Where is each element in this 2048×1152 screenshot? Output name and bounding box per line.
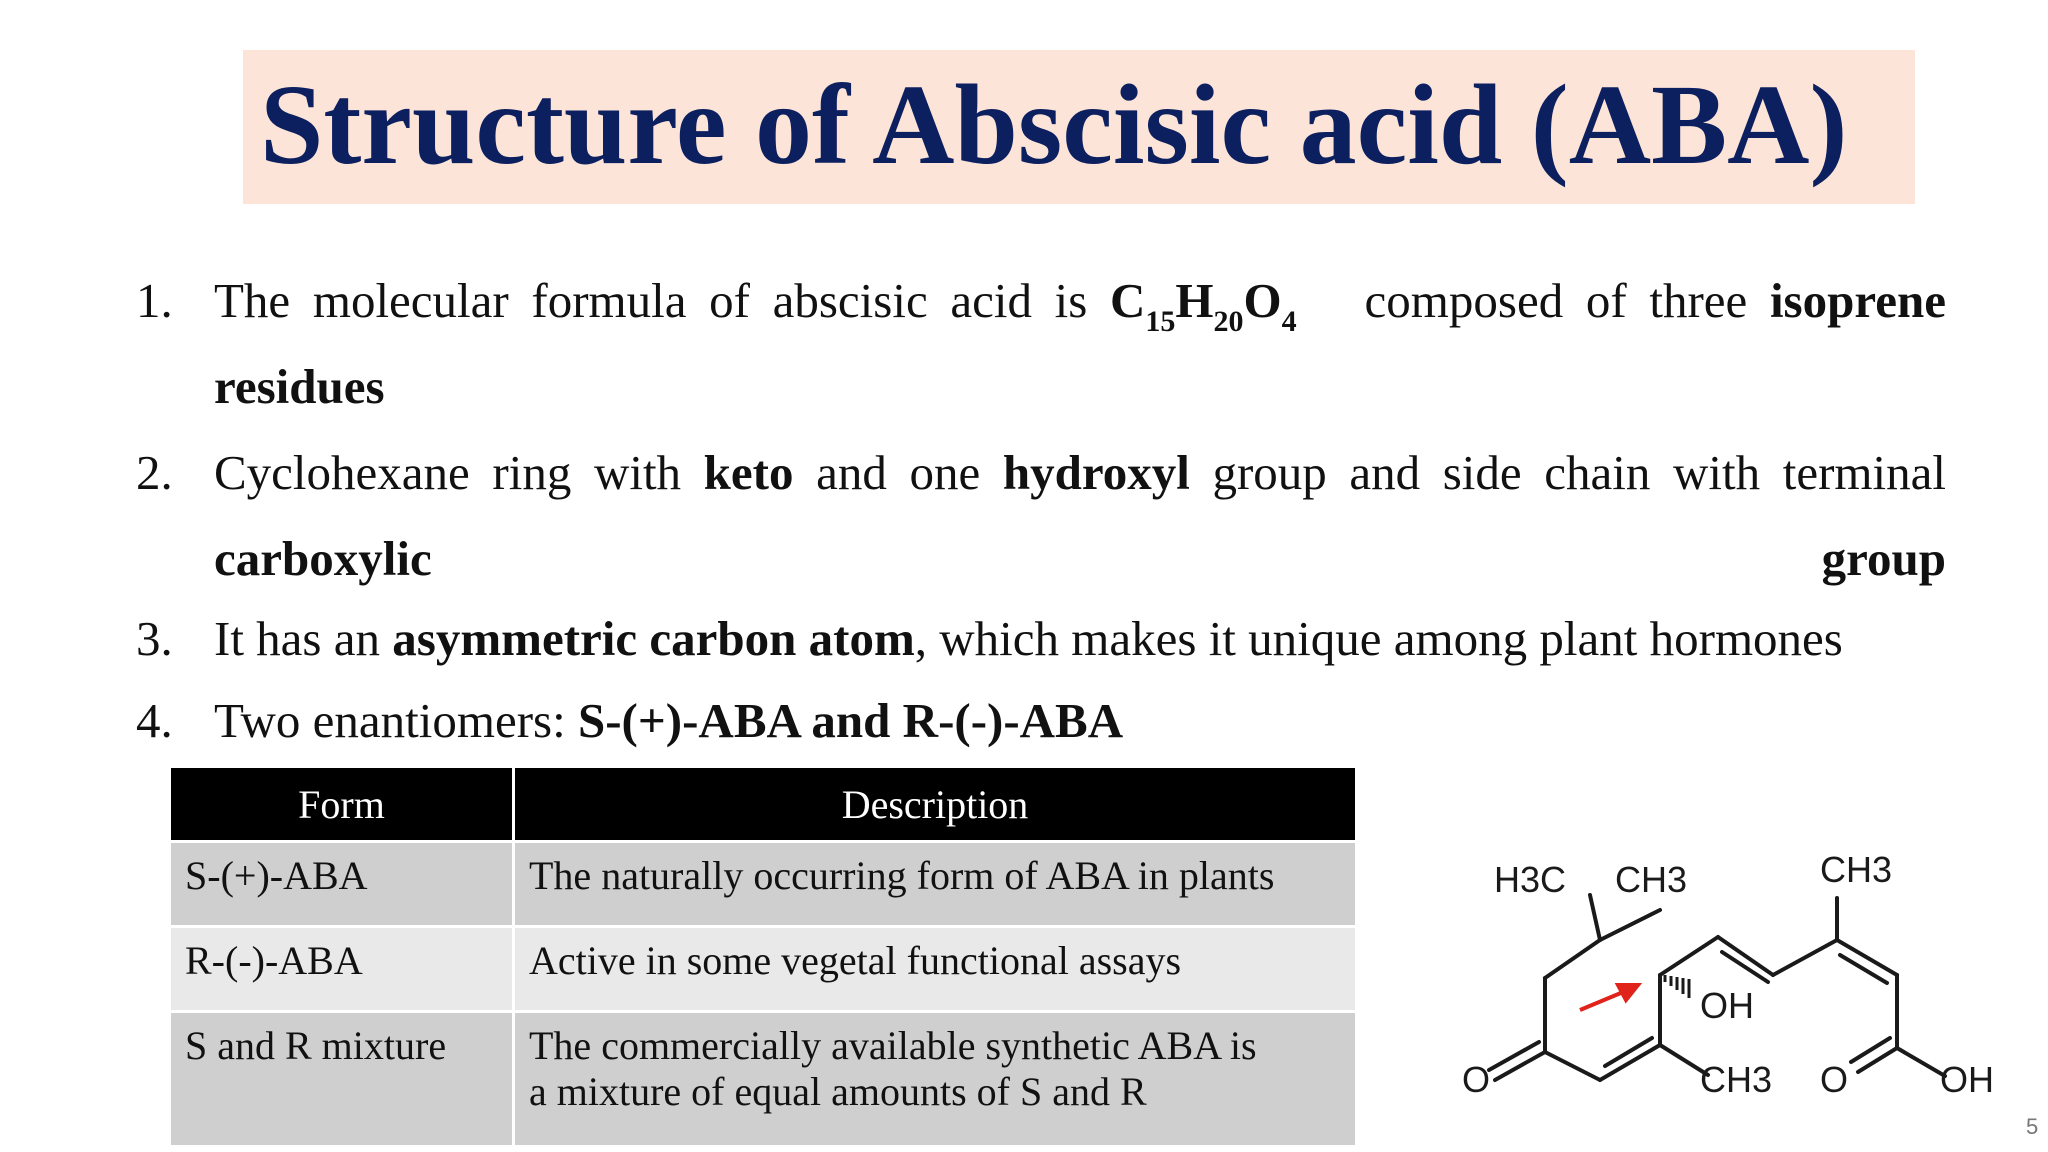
point-1-text (214, 258, 1946, 430)
table-row (171, 1012, 1355, 1146)
table-row (171, 927, 1355, 1012)
table-header-form: Form (171, 768, 514, 842)
table-header-row (171, 768, 1355, 842)
label-ch3-top-left: CH3 (1615, 859, 1688, 900)
label-oh-carboxyl: OH (1940, 1059, 1994, 1100)
table-row (171, 842, 1355, 927)
table-cell-description: Active in some vegetal functional assays (514, 927, 1356, 1012)
point-2 (136, 430, 1946, 602)
table-cell-description: The commercially available synthetic ABA is a mixture of equal amounts of S and R (514, 1012, 1356, 1146)
point-3-text: It has an asymmetric carbon atom, which makes it unique among plant hormones (214, 611, 1843, 666)
hashed-wedge-bond (1665, 975, 1689, 998)
enantiomers-bold: S-(+)-ABA and R-(-)-ABA (577, 693, 1124, 748)
point-3-number: 3. (136, 611, 173, 666)
label-ch3-bottom: CH3 (1700, 1059, 1773, 1100)
label-o-keto: O (1462, 1059, 1491, 1100)
point-3 (136, 596, 1946, 682)
label-h3c: H3C (1494, 859, 1567, 900)
point-4 (136, 678, 1946, 764)
hydroxyl-bold: hydroxyl (1002, 445, 1190, 500)
label-oh-ring: OH (1700, 985, 1754, 1026)
table-header-description: Description (514, 768, 1356, 842)
point-1-text-a: The molecular formula of abscisic acid is (214, 273, 1110, 328)
point-1-bold: isoprene residues (214, 273, 1946, 414)
label-o-carboxyl: O (1820, 1059, 1849, 1100)
point-2-text: Cyclohexane ring with keto and one hydroxyl group and side chain with terminal carboxylic group (214, 445, 1946, 586)
point-1-number: 1. (136, 273, 173, 328)
asymmetric-bold: asymmetric carbon atom (392, 611, 915, 666)
page-number: 5 (2026, 1114, 2039, 1139)
carboxylic-bold: carboxylic group (214, 531, 1946, 586)
table-cell-form: S-(+)-ABA (171, 842, 514, 927)
forms-table (171, 768, 1355, 1145)
point-2-number: 2. (136, 445, 173, 500)
title-banner (243, 50, 1915, 204)
aba-structure-diagram (1440, 838, 2020, 1118)
red-arrow-icon (1580, 985, 1638, 1010)
table-cell-form: S and R mixture (171, 1012, 514, 1146)
point-4-text: Two enantiomers: S-(+)-ABA and R-(-)-ABA (214, 693, 1124, 748)
keto-bold: keto (703, 445, 794, 500)
point-1 (136, 258, 1946, 430)
point-4-number: 4. (136, 693, 173, 748)
molecular-formula: $C_{15}H_{20}O_4$ (1109, 273, 1297, 338)
point-1-text-b: composed of three (1296, 273, 1770, 328)
table-cell-form: R-(-)-ABA (171, 927, 514, 1012)
label-ch3-top-right: CH3 (1820, 849, 1893, 890)
table-cell-description: The naturally occurring form of ABA in plants (514, 842, 1356, 927)
slide-title: Structure of Abscisic acid (ABA) (260, 61, 1848, 188)
